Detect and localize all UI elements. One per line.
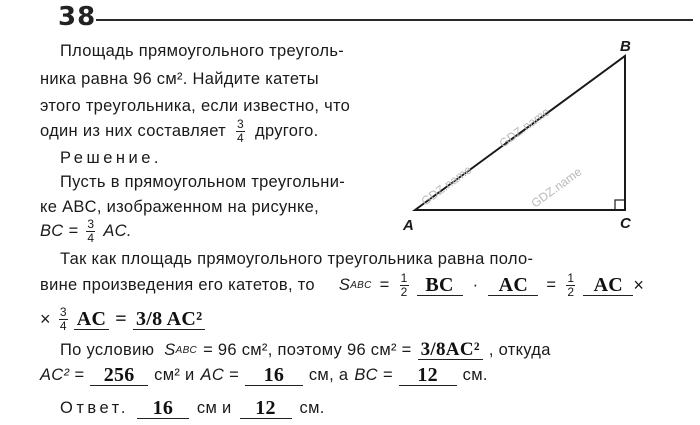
condition-text-6: см. — [462, 366, 488, 384]
bc-label: BC = — [40, 221, 79, 240]
triangle-figure — [395, 30, 645, 240]
condition-text: По условию — [60, 340, 155, 359]
handwritten-bc: BC — [417, 275, 463, 296]
area-symbol: S — [338, 275, 351, 294]
handwritten-ac-2: AC — [583, 275, 633, 296]
fraction-three-quarters-2 — [86, 218, 95, 244]
fraction-one-half — [400, 272, 409, 298]
watermark-1: GDZ.name — [418, 162, 475, 209]
problem-line-3: этого треугольника, если известно, что — [40, 97, 351, 115]
problem-line-2: ника равна 96 см². Найдите катеты — [40, 70, 319, 88]
equals-sign-2: = — [546, 275, 557, 294]
handwritten-answer-12: 12 — [240, 398, 292, 419]
answer-line — [60, 398, 325, 419]
solution-line-2: ке ABC, изображенном на рисунке, — [40, 198, 320, 216]
handwritten-12: 12 — [399, 365, 457, 386]
vertex-label-b: B — [620, 38, 631, 55]
handwritten-three-eighths: 3/8AC² — [418, 340, 483, 360]
times-sign-2: × — [40, 308, 51, 329]
handwritten-16: 16 — [245, 365, 303, 386]
fraction-denominator: 2 — [400, 284, 408, 299]
fraction-numerator: 3 — [237, 117, 245, 131]
equals-sign: = — [379, 275, 390, 294]
bc-label-2: BC = — [354, 366, 393, 384]
condition-text-5: см, а — [308, 366, 349, 384]
right-angle-marker — [615, 200, 625, 210]
answer-label: Ответ. — [60, 399, 129, 417]
solution-heading: Решение. — [60, 149, 162, 167]
handwritten-ac-3: AC — [74, 309, 110, 330]
vertex-label-c: C — [620, 215, 631, 232]
fraction-numerator: 3 — [59, 305, 67, 319]
times-sign: × — [633, 274, 645, 295]
condition-line-2 — [40, 365, 488, 386]
problem-line-4 — [40, 118, 319, 144]
problem-text-end: другого. — [255, 121, 319, 140]
solution-line-6 — [40, 306, 205, 332]
area-symbol-2: S — [164, 340, 176, 359]
fraction-numerator: 1 — [400, 271, 408, 285]
fraction-denominator: 4 — [59, 318, 67, 333]
fraction-three-quarters — [236, 118, 245, 144]
watermark-2: GDZ.name — [496, 104, 553, 151]
ac-label-2: AC = — [200, 366, 239, 384]
equals-sign-3: = — [115, 307, 127, 330]
page-number: 38 — [58, 2, 97, 32]
ac-squared-label: AC² = — [40, 366, 85, 384]
fraction-numerator: 3 — [87, 217, 95, 231]
multiply-dot: · — [472, 275, 479, 294]
solution-line-5 — [40, 272, 644, 298]
fraction-denominator: 4 — [237, 130, 245, 145]
handwritten-256: 256 — [90, 365, 148, 386]
fraction-numerator: 1 — [567, 271, 575, 285]
ac-label: AC. — [103, 221, 132, 240]
fraction-three-quarters-3 — [59, 306, 68, 332]
condition-text-3: , откуда — [488, 340, 551, 359]
solution-line-4: Так как площадь прямоугольного треугольника равна поло- — [60, 250, 534, 268]
handwritten-ac: AC — [488, 275, 538, 296]
handwritten-result: 3/8 AC² — [133, 309, 205, 330]
condition-line-1 — [60, 340, 551, 360]
header-rule — [96, 19, 693, 21]
fraction-one-half-2 — [566, 272, 575, 298]
solution-line-1: Пусть в прямоугольном треугольни- — [60, 173, 346, 191]
watermark-3: GDZ.name — [528, 164, 585, 211]
area-subscript-2: ABC — [175, 344, 198, 356]
solution-line-3 — [40, 218, 132, 244]
condition-text-4: см² и — [154, 366, 195, 384]
problem-text: один из них составляет — [40, 121, 227, 140]
solution-text: вине произведения его катетов, то — [40, 275, 315, 294]
answer-text-end: см. — [299, 399, 325, 417]
vertex-label-a: A — [403, 217, 414, 234]
answer-text: см и — [196, 399, 232, 417]
handwritten-answer-16: 16 — [137, 398, 189, 419]
fraction-denominator: 2 — [567, 284, 575, 299]
fraction-denominator: 4 — [87, 230, 95, 245]
area-subscript: ABC — [350, 279, 372, 291]
problem-line-1: Площадь прямоугольного треуголь- — [60, 42, 345, 60]
condition-text-2: = 96 см², поэтому 96 см² = — [203, 340, 412, 359]
